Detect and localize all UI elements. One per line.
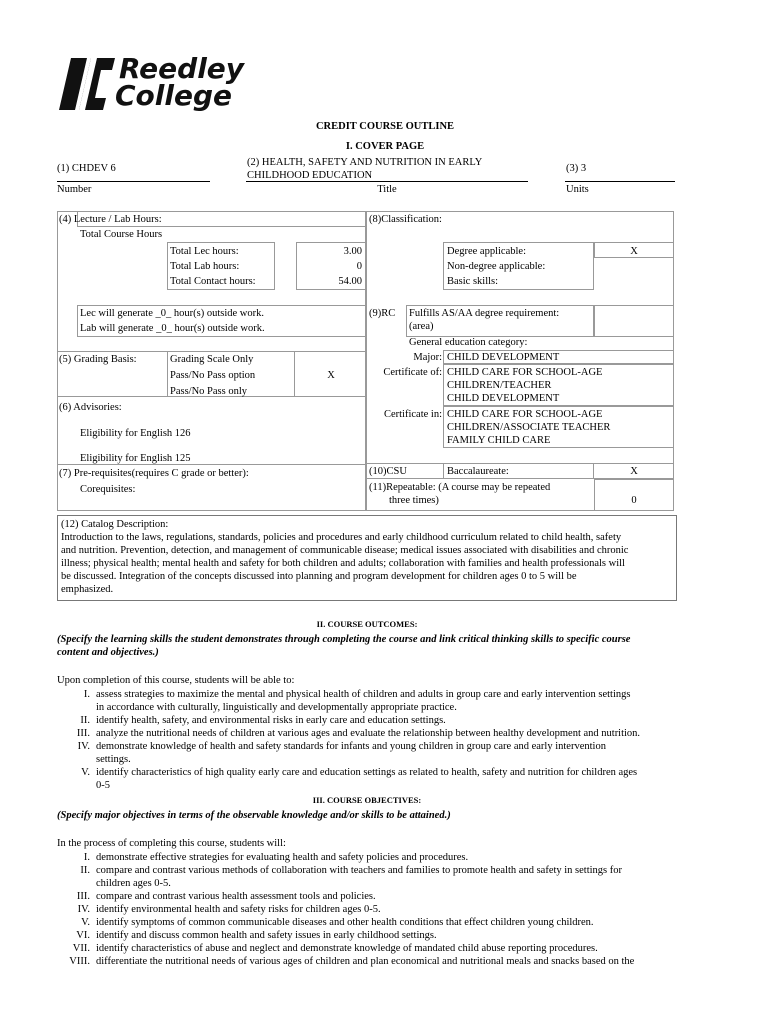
catalog-line: emphasized.	[61, 584, 114, 595]
major-value: CHILD DEVELOPMENT	[447, 352, 560, 363]
fulfills-area: (area)	[409, 321, 434, 332]
catalog-heading: (12) Catalog Description:	[61, 519, 169, 530]
corequisites-label: Corequisites:	[80, 484, 136, 495]
course-objectives-heading: III. COURSE OBJECTIVES:	[312, 795, 422, 805]
certificate-in-line3: FAMILY CHILD CARE	[447, 435, 551, 446]
advisory-english-125: Eligibility for English 125	[80, 453, 191, 464]
major-label: Major:	[413, 352, 442, 363]
outcomes-instruction-line1: (Specify the learning skills the student demonstrates through completing the course and link critical thinking skills to specific course	[57, 634, 631, 645]
catalog-line: illness; physical health; mental health and safety for both children and adults; collaboration with families and health professionals will	[61, 558, 625, 569]
list-item: 0-5	[96, 780, 110, 791]
degree-applicable-mark: X	[630, 246, 638, 257]
catalog-line: Introduction to the laws, regulations, standards, policies and procedures and early childhood curriculum related to child health, safety	[61, 532, 622, 543]
course-title-line1: (2) HEALTH, SAFETY AND NUTRITION IN EARLY	[247, 157, 483, 168]
list-item: demonstrate knowledge of health and safety standards for infants and young children in group care and early intervention	[96, 741, 606, 752]
list-item-number: I.	[83, 852, 90, 863]
lab-outside-work: Lab will generate _0_ hour(s) outside work.	[80, 323, 265, 334]
list-item-number: I.	[83, 689, 90, 700]
course-units-value: (3) 3	[566, 163, 587, 174]
course-number-value: (1) CHDEV 6	[57, 163, 116, 174]
course-number-label: Number	[57, 184, 92, 195]
list-item-number: VIII.	[69, 956, 90, 967]
degree-applicable-label: Degree applicable:	[447, 246, 526, 257]
list-item: analyze the nutritional needs of children at various ages and evaluate the relationship between healthy development and nutrition.	[96, 728, 641, 739]
advisories-label: (6) Advisories:	[59, 402, 122, 413]
repeatable-value: 0	[631, 495, 637, 506]
list-item-number: IV.	[77, 741, 90, 752]
grading-scale-only: Grading Scale Only	[170, 354, 254, 365]
certificate-of-label: Certificate of:	[383, 367, 442, 378]
catalog-line: be discussed. Integration of the concepts discussed into planning and program development for children ages 0 to 5 will be	[61, 571, 577, 582]
list-item: compare and contrast various methods of collaboration with teachers and families to promote health and safety in settings for	[96, 865, 623, 876]
total-contact-hours-value: 54.00	[338, 276, 362, 287]
prerequisites-label: (7) Pre-requisites(requires C grade or better):	[59, 468, 249, 479]
non-degree-applicable-label: Non-degree applicable:	[447, 261, 546, 272]
pass-no-pass-option: Pass/No Pass option	[170, 370, 256, 381]
certificate-in-line2: CHILDREN/ASSOCIATE TEACHER	[447, 422, 611, 433]
list-item-number: III.	[76, 891, 90, 902]
certificate-in-line1: CHILD CARE FOR SCHOOL-AGE	[447, 409, 603, 420]
college-logo	[57, 52, 287, 112]
outcomes-instruction-line2: content and objectives.)	[57, 647, 159, 658]
list-item-number: VII.	[72, 943, 90, 954]
list-item: identify environmental health and safety risks for children ages 0-5.	[96, 904, 381, 915]
college-name-line2: College	[115, 79, 233, 112]
course-outcomes-heading: II. COURSE OUTCOMES:	[316, 619, 418, 629]
list-item: identify characteristics of high quality early care and education settings as related to health, safety and nutrition for children ages	[96, 767, 638, 778]
list-item: identify characteristics of abuse and neglect and demonstrate knowledge of mandated child abuse reporting procedures.	[96, 943, 598, 954]
certificate-of-line1: CHILD CARE FOR SCHOOL-AGE	[447, 367, 603, 378]
list-item: children ages 0-5.	[96, 878, 171, 889]
pass-no-pass-only: Pass/No Pass only	[170, 386, 248, 397]
outcomes-intro: Upon completion of this course, students will be able to:	[57, 675, 295, 686]
list-item-number: III.	[76, 728, 90, 739]
list-item: assess strategies to maximize the mental and physical health of children and adults in group care and early intervention settings	[96, 689, 631, 700]
lec-outside-work: Lec will generate _0_ hour(s) outside work.	[80, 308, 264, 319]
list-item: identify and discuss common health and safety issues in early childhood settings.	[96, 930, 437, 941]
rc-label: (9)RC	[369, 308, 396, 319]
outline-title: CREDIT COURSE OUTLINE	[315, 121, 455, 132]
list-item: settings.	[96, 754, 131, 765]
catalog-line: and nutrition. Prevention, detection, and management of communicable disease; medical issues associated with disabilities and chronic	[61, 545, 629, 556]
list-item: identify health, safety, and environmental risks in early care and education settings.	[96, 715, 446, 726]
certificate-of-line2: CHILDREN/TEACHER	[447, 380, 552, 391]
list-item: compare and contrast various health assessment tools and policies.	[96, 891, 376, 902]
list-item-number: II.	[80, 715, 90, 726]
grading-basis-label: (5) Grading Basis:	[59, 354, 137, 365]
basic-skills-label: Basic skills:	[447, 276, 499, 287]
total-lec-hours-label: Total Lec hours:	[170, 246, 239, 257]
course-title-label: Title	[377, 184, 397, 195]
advisory-english-126: Eligibility for English 126	[80, 428, 191, 439]
cover-page-heading: I. COVER PAGE	[345, 141, 425, 152]
baccalaureate-label: Baccalaureate:	[447, 466, 509, 477]
list-item: in accordance with culturally, linguistically and developmentally appropriate practice.	[96, 702, 457, 713]
repeatable-line1: (11)Repeatable: (A course may be repeated	[369, 482, 551, 493]
college-name-line1: Reedley	[119, 52, 245, 85]
certificate-of-line3: CHILD DEVELOPMENT	[447, 393, 560, 404]
list-item-number: V.	[81, 767, 90, 778]
baccalaureate-mark: X	[630, 466, 638, 477]
total-lab-hours-label: Total Lab hours:	[170, 261, 240, 272]
lecture-lab-hours-label: (4) Lecture / Lab Hours:	[59, 214, 162, 225]
list-item: identify symptoms of common communicable diseases and other health conditions that effect children young children.	[96, 917, 594, 928]
total-lab-hours-value: 0	[356, 261, 362, 272]
total-lec-hours-value: 3.00	[343, 246, 362, 257]
total-course-hours-label: Total Course Hours	[80, 229, 163, 240]
list-item: demonstrate effective strategies for evaluating health and safety policies and procedures.	[96, 852, 469, 863]
college-logo-mark	[57, 56, 117, 112]
objectives-intro: In the process of completing this course, students will:	[57, 838, 286, 849]
list-item-number: IV.	[77, 904, 90, 915]
course-units-label: Units	[566, 184, 589, 195]
list-item-number: V.	[81, 917, 90, 928]
list-item-number: II.	[80, 865, 90, 876]
csu-label: (10)CSU	[369, 466, 407, 477]
objectives-instruction: (Specify major objectives in terms of the observable knowledge and/or skills to be attained.)	[57, 810, 451, 821]
fulfills-degree-requirement: Fulfills AS/AA degree requirement:	[409, 308, 560, 319]
classification-label: (8)Classification:	[369, 214, 442, 225]
list-item-number: VI.	[76, 930, 90, 941]
certificate-in-label: Certificate in:	[383, 409, 442, 420]
course-title-line2: CHILDHOOD EDUCATION	[247, 170, 373, 181]
pass-no-pass-option-mark: X	[327, 370, 335, 381]
general-education-category: General education category:	[409, 337, 528, 348]
repeatable-line2: three times)	[389, 495, 439, 506]
total-contact-hours-label: Total Contact hours:	[170, 276, 256, 287]
list-item: differentiate the nutritional needs of various ages of children and plan economical and nutritional meals and snacks based on the	[96, 956, 635, 967]
